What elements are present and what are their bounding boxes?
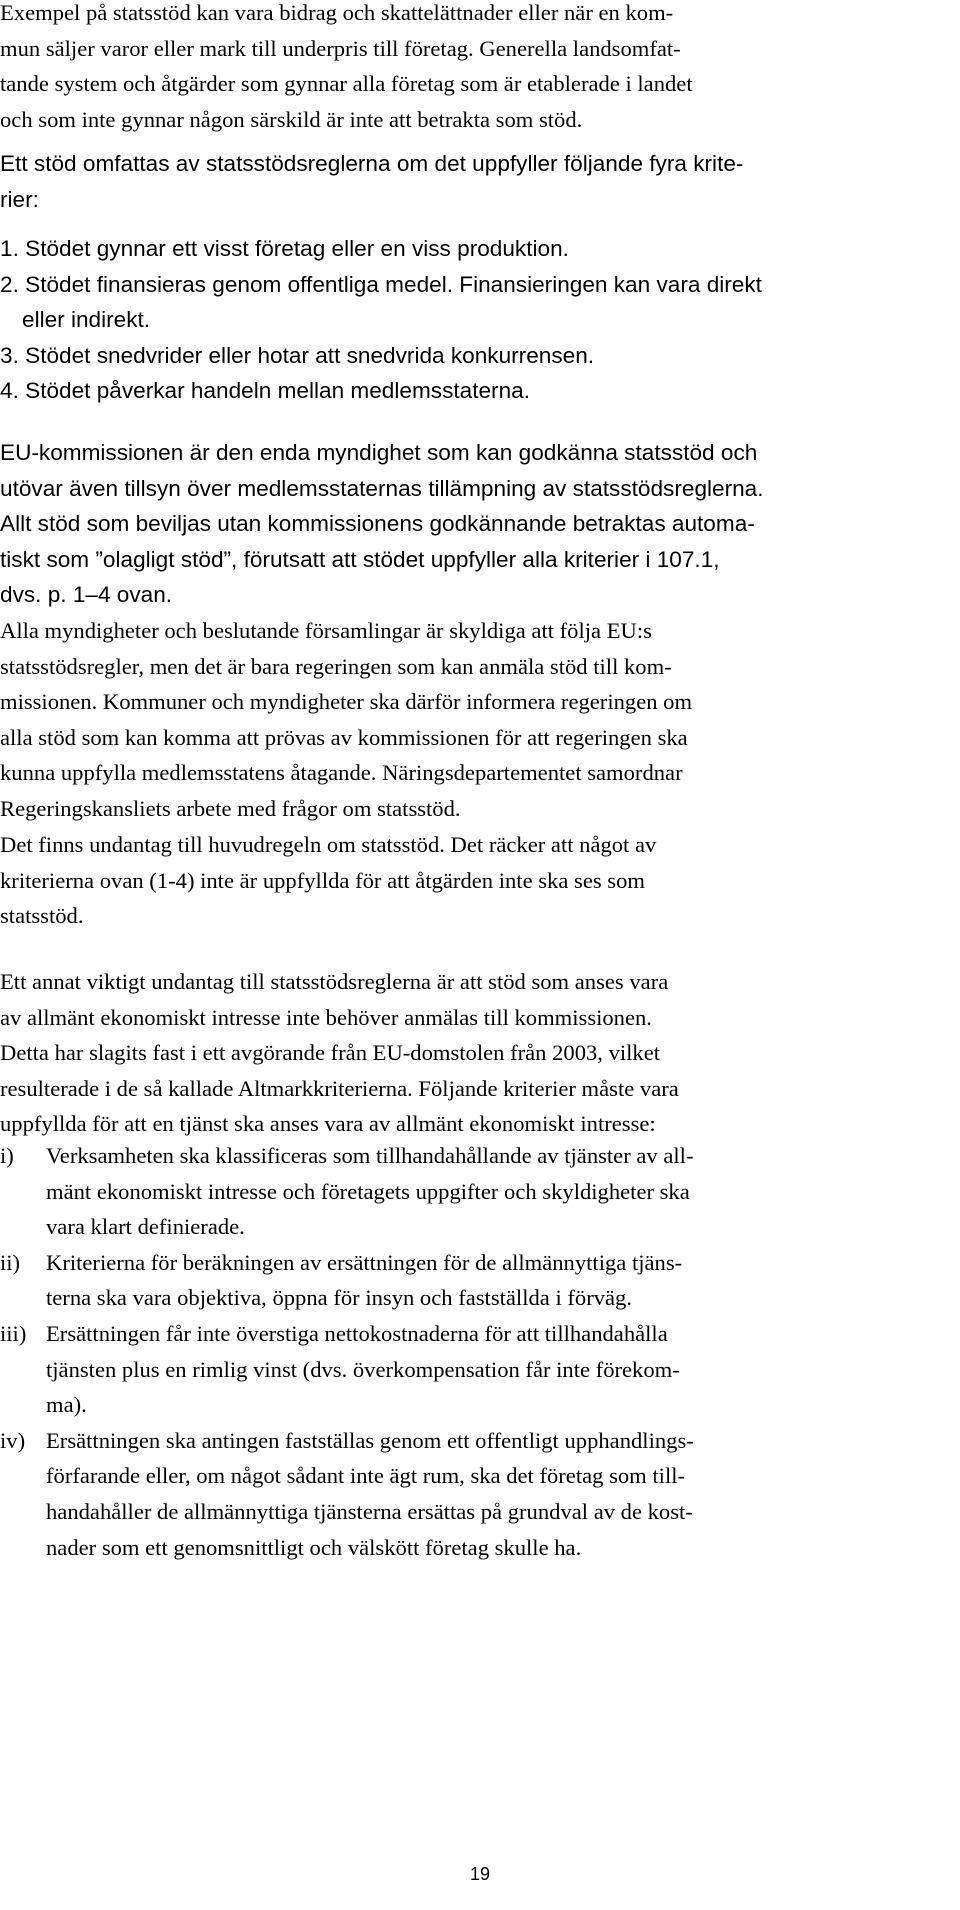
text-line: mun säljer varor eller mark till underpris till företag. Generella landsomfat- — [0, 35, 681, 61]
text-line: Verksamheten ska klassificeras som tillhandahållande av tjänster av all- — [46, 1143, 694, 1168]
list-marker: i) — [0, 1143, 14, 1168]
text-line: Ett stöd omfattas av statsstödsreglerna om det uppfyller följande fyra krite- — [0, 151, 744, 176]
authorities-paragraph — [0, 613, 960, 827]
criteria-list — [0, 231, 960, 409]
text-line: ma). — [46, 1392, 87, 1418]
text-line: resulterade i de så kallade Altmarkkriterierna. Följande kriterier måste vara — [0, 1075, 679, 1101]
text-line: av allmänt ekonomiskt intresse inte behöver anmälas till kommissionen. — [0, 1004, 652, 1030]
altmark-criterion-iv — [0, 1423, 960, 1565]
text-line: EU-kommissionen är den enda myndighet som kan godkänna statsstöd och — [0, 440, 758, 465]
text-line: kriterierna ovan (1-4) inte är uppfyllda för att åtgärden inte ska ses som — [0, 867, 645, 893]
commission-paragraph — [0, 435, 960, 613]
list-item: 1. Stödet gynnar ett visst företag eller en viss produktion. — [0, 236, 569, 261]
list-item: 4. Stödet påverkar handeln mellan medlemsstaterna. — [0, 378, 530, 404]
text-line: rier: — [0, 186, 39, 212]
text-line: Allt stöd som beviljas utan kommissionens godkännande betraktas automa- — [0, 511, 755, 537]
text-line: vara klart definierade. — [46, 1214, 245, 1240]
list-marker: ii) — [0, 1249, 21, 1275]
criteria-intro-paragraph — [0, 146, 960, 217]
text-line: statsstöd. — [0, 903, 84, 929]
altmark-criterion-ii — [0, 1245, 960, 1316]
altmark-criterion-iii — [0, 1316, 960, 1423]
list-marker: iv) — [0, 1427, 26, 1453]
altmark-paragraph — [0, 964, 960, 1142]
text-line: Det finns undantag till huvudregeln om statsstöd. Det räcker att något av — [0, 832, 657, 857]
list-item-continuation: eller indirekt. — [22, 307, 151, 333]
text-line: terna ska vara objektiva, öppna för insyn och fastställda i förväg. — [46, 1285, 632, 1311]
text-line: uppfyllda för att en tjänst ska anses vara av allmänt ekonomiskt intresse: — [0, 1111, 656, 1137]
text-line: mänt ekonomiskt intresse och företagets uppgifter och skyldigheter ska — [46, 1178, 690, 1204]
text-line: nader som ett genomsnittligt och välskött företag skulle ha. — [46, 1534, 582, 1560]
text-line: missionen. Kommuner och myndigheter ska därför informera regeringen om — [0, 689, 693, 715]
text-line: dvs. p. 1–4 ovan. — [0, 582, 173, 608]
text-line: Alla myndigheter och beslutande församlingar är skyldiga att följa EU:s — [0, 618, 652, 643]
text-line: Exempel på statsstöd kan vara bidrag och skattelättnader eller när en kom- — [0, 0, 674, 25]
text-line: tiskt som ”olagligt stöd”, förutsatt att stödet uppfyller alla kriterier i 107.1, — [0, 546, 720, 572]
text-line: Ersättningen får inte överstiga nettokostnaderna för att tillhandahålla — [46, 1320, 668, 1346]
text-line: tande system och åtgärder som gynnar alla företag som är etablerade i landet — [0, 71, 693, 97]
text-line: kunna uppfylla medlemsstatens åtagande. Näringsdepartementet samordnar — [0, 760, 683, 786]
text-line: Detta har slagits fast i ett avgörande från EU-domstolen från 2003, vilket — [0, 1040, 661, 1066]
altmark-criteria-list — [0, 1138, 960, 1565]
text-line: Regeringskansliets arbete med frågor om statsstöd. — [0, 795, 461, 821]
text-line: Kriterierna för beräkningen av ersättningen för de allmännyttiga tjäns- — [46, 1249, 683, 1275]
text-line: tjänsten plus en rimlig vinst (dvs. överkompensation får inte förekom- — [46, 1356, 680, 1382]
list-item: 2. Stödet finansieras genom offentliga medel. Finansieringen kan vara direkt — [0, 271, 762, 297]
text-line: förfarande eller, om något sådant inte ägt rum, ska det företag som till- — [46, 1463, 686, 1489]
text-line: alla stöd som kan komma att prövas av kommissionen för att regeringen ska — [0, 724, 688, 750]
text-line: utövar även tillsyn över medlemsstaternas tillämpning av statsstödsreglerna. — [0, 475, 764, 501]
page-number: 19 — [469, 1864, 491, 1884]
altmark-criterion-i — [0, 1138, 960, 1245]
list-marker: iii) — [0, 1320, 27, 1346]
exceptions-paragraph — [0, 827, 960, 934]
text-line: Ett annat viktigt undantag till statsstödsreglerna är att stöd som anses vara — [0, 969, 669, 994]
intro-paragraph — [0, 0, 960, 137]
text-line: handahåller de allmännyttiga tjänsterna ersättas på grundval av de kost- — [46, 1498, 693, 1524]
list-item: 3. Stödet snedvrider eller hotar att snedvrida konkurrensen. — [0, 342, 595, 368]
text-line: Ersättningen ska antingen fastställas genom ett offentligt upphandlings- — [46, 1427, 694, 1453]
text-line: och som inte gynnar någon särskild är inte att betrakta som stöd. — [0, 106, 583, 132]
text-line: statsstödsregler, men det är bara regeringen som kan anmäla stöd till kom- — [0, 653, 672, 679]
